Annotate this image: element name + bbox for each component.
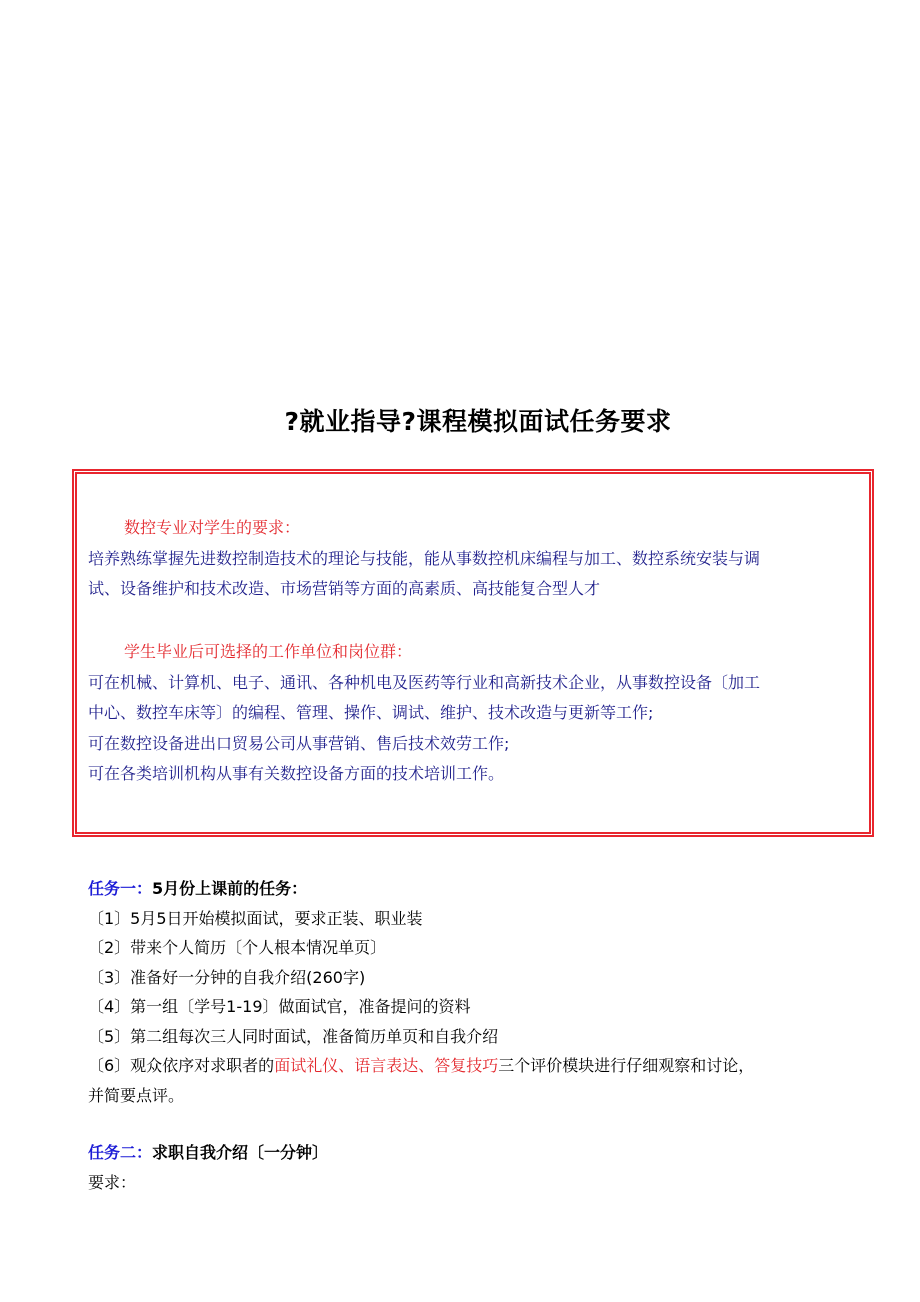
task1-item6-post: 三个评价模块进行仔细观察和讨论， (498, 1056, 755, 1075)
task1-item: 〔2〕带来个人简历〔个人根本情况单页〕 (88, 938, 387, 957)
task1-item: 〔5〕第二组每次三人同时面试，准备简历单页和自我介绍 (88, 1026, 499, 1046)
task1-item6-pre: 〔6〕观众依序对求职者的 (88, 1056, 275, 1075)
task1-label: 任务一： (88, 879, 153, 898)
task2-section (88, 1138, 868, 1197)
task1-item6-highlight: 面试礼仪、语言表达、答复技巧 (274, 1056, 499, 1075)
task1-title-text: 5月份上课前的任务： (152, 879, 308, 898)
task1-item: 〔4〕第一组〔学号1-19〕做面试官，准备提问的资料 (88, 997, 471, 1016)
box-text-line: 培养熟练掌握先进数控制造技术的理论与技能，能从事数控机床编程与加工、数控系统安装与调 (88, 549, 761, 568)
box-heading-jobs: 学生毕业后可选择的工作单位和岗位群： (124, 642, 413, 661)
task1-item: 〔3〕准备好一分钟的自我介绍(260字) (88, 967, 366, 987)
box-heading-requirements: 数控专业对学生的要求： (124, 518, 301, 537)
task2-label: 任务二： (88, 1143, 153, 1162)
page-title: ?就业指导?课程模拟面试任务要求 (284, 407, 672, 436)
box-text-line: 可在机械、计算机、电子、通讯、各种机电及医药等行业和高新技术企业，从事数控设备〔加工 (88, 673, 761, 692)
task2-title (88, 1138, 868, 1168)
task1-title (88, 874, 868, 904)
task1-section (88, 874, 868, 1110)
box-text-line: 可在数控设备进出口贸易公司从事营销、售后技术效劳工作; (88, 734, 510, 753)
task1-item: 〔1〕5月5日开始模拟面试，要求正装、职业装 (88, 908, 423, 928)
box-text-line: 试、设备维护和技术改造、市场营销等方面的高素质、高技能复合型人才 (88, 579, 601, 598)
box-text-line: 可在各类培训机构从事有关数控设备方面的技术培训工作。 (88, 764, 505, 783)
box-text-line: 中心、数控车床等〕的编程、管理、操作、调试、维护、技术改造与更新等工作; (88, 703, 654, 722)
task1-item (88, 1051, 868, 1081)
task1-item6-line2: 并简要点评。 (88, 1085, 185, 1105)
task2-title-text: 求职自我介绍〔一分钟〕 (152, 1143, 329, 1162)
task2-requirements-label: 要求： (88, 1172, 137, 1192)
